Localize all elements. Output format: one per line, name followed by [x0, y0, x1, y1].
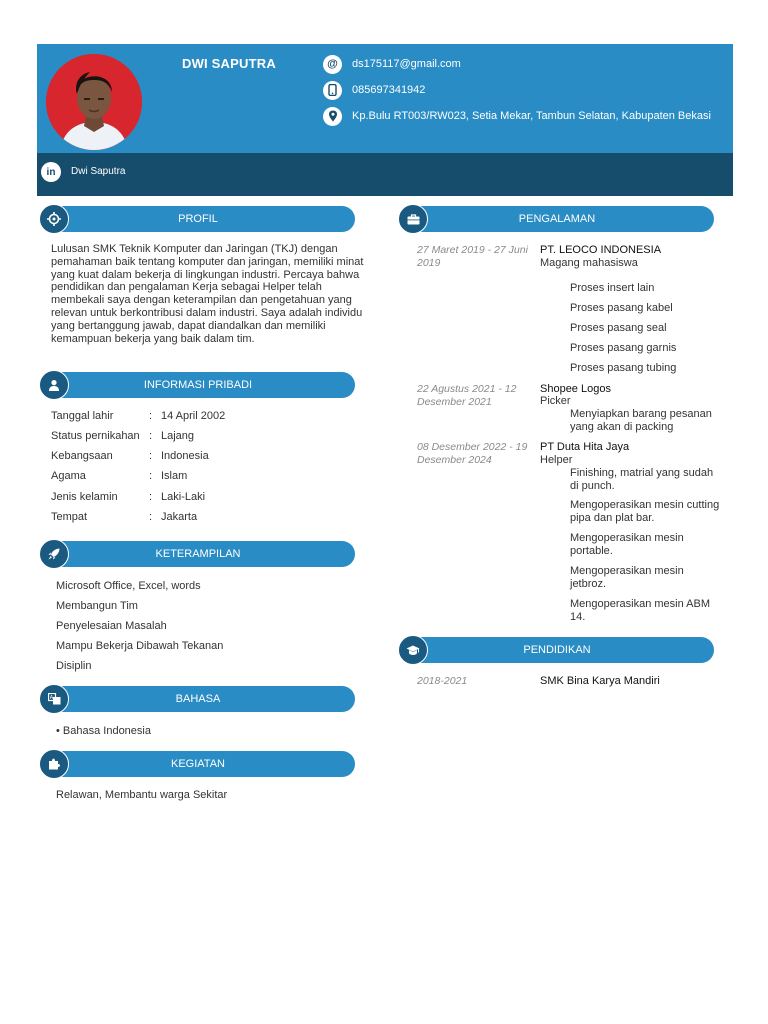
- phone-text: 085697341942: [352, 84, 426, 96]
- job-date: 22 Agustus 2021 - 12 Desember 2021: [417, 383, 517, 408]
- job-task: Menyiapkan barang pesanan yang akan di packing: [570, 408, 712, 433]
- section-title: KEGIATAN: [171, 758, 225, 770]
- job-task: Finishing, matrial yang sudah di punch.: [570, 467, 714, 492]
- job-task: Proses pasang seal: [570, 322, 667, 334]
- skill-item: Membangun Tim: [56, 600, 138, 612]
- briefcase-icon: [398, 204, 428, 234]
- address-text: Kp.Bulu RT003/RW023, Setia Mekar, Tambun Selatan, Kabupaten Bekasi: [352, 110, 711, 122]
- language-icon: [39, 684, 69, 714]
- person-icon: [39, 370, 69, 400]
- section-title: KETERAMPILAN: [155, 548, 241, 560]
- job-company: Shopee Logos: [540, 383, 611, 395]
- section-pendidikan: [400, 637, 714, 663]
- section-bahasa: [41, 686, 355, 712]
- email-icon: @: [323, 55, 342, 74]
- header-banner: [37, 44, 733, 153]
- email-contact[interactable]: [323, 54, 461, 74]
- job-role: Magang mahasiswa: [540, 257, 638, 269]
- job-task: Mengoperasikan mesin jetbroz.: [570, 565, 684, 590]
- linkedin-band: [37, 153, 733, 196]
- job-date: 27 Maret 2019 - 27 Juni 2019: [417, 244, 528, 269]
- job-company: PT Duta Hita Jaya: [540, 441, 630, 453]
- puzzle-icon: [39, 749, 69, 779]
- crosshair-icon: [39, 204, 69, 234]
- candidate-name: DWI SAPUTRA: [182, 56, 276, 71]
- phone-icon: [323, 81, 342, 100]
- section-keterampilan: [41, 541, 355, 567]
- skill-item: Mampu Bekerja Dibawah Tekanan: [56, 640, 224, 652]
- section-title: PROFIL: [178, 213, 218, 225]
- section-title: PENGALAMAN: [518, 213, 596, 225]
- location-pin-icon: [323, 107, 342, 126]
- job-task: Proses pasang garnis: [570, 342, 677, 354]
- job-task: Proses insert lain: [570, 282, 655, 294]
- language-item: • Bahasa Indonesia: [56, 725, 151, 737]
- address-contact: [323, 106, 711, 126]
- education-school: SMK Bina Karya Mandiri: [540, 675, 660, 687]
- education-date: 2018-2021: [417, 675, 468, 687]
- job-task: Mengoperasikan mesin cutting pipa dan plat bar.: [570, 499, 720, 524]
- section-title: BAHASA: [175, 693, 221, 705]
- section-kegiatan: [41, 751, 355, 777]
- linkedin-icon[interactable]: in: [41, 162, 61, 182]
- section-title: PENDIDIKAN: [523, 644, 591, 656]
- linkedin-name[interactable]: Dwi Saputra: [71, 166, 126, 177]
- profile-photo: [46, 54, 142, 150]
- job-task: Proses pasang kabel: [570, 302, 673, 314]
- section-title: INFORMASI PRIBADI: [143, 379, 253, 391]
- job-task: Mengoperasikan mesin portable.: [570, 532, 684, 557]
- phone-contact[interactable]: [323, 80, 425, 100]
- section-informasi-pribadi: [41, 372, 355, 398]
- skill-item: Microsoft Office, Excel, words: [56, 580, 201, 592]
- job-date: 08 Desember 2022 - 19 Desember 2024: [417, 441, 528, 466]
- rocket-icon: [39, 539, 69, 569]
- profile-paragraph: Lulusan SMK Teknik Komputer dan Jaringan (TKJ) dengan pemahaman baik tentang komputer dan jaringan, memiliki minat yang kuat dalam bekerja di lingkungan industri. Percaya bahwa pendidikan dan pengalaman Kerja sebagai Helper telah membekali saya dengan keterampilan dan pengetahuan yang relevan untuk berkontribusi dalam industri. Saya adalah individu yang bertanggung jawab, dapat diandalkan dan memiliki kemampuan bekerja yang baik dalam tim.: [51, 243, 364, 345]
- skill-item: Penyelesaian Masalah: [56, 620, 167, 632]
- section-pengalaman: [400, 206, 714, 232]
- activity-text: Relawan, Membantu warga Sekitar: [56, 789, 228, 801]
- skill-item: Disiplin: [56, 660, 92, 672]
- job-role: Picker: [540, 395, 571, 407]
- job-task: Proses pasang tubing: [570, 362, 677, 374]
- svg-text:A: A: [49, 695, 53, 702]
- email-text: ds175117@gmail.com: [352, 58, 461, 70]
- job-task: Mengoperasikan mesin ABM 14.: [570, 598, 711, 623]
- job-role: Helper: [540, 454, 573, 466]
- job-company: PT. LEOCO INDONESIA: [540, 244, 662, 256]
- graduation-cap-icon: [398, 635, 428, 665]
- section-profil: [41, 206, 355, 232]
